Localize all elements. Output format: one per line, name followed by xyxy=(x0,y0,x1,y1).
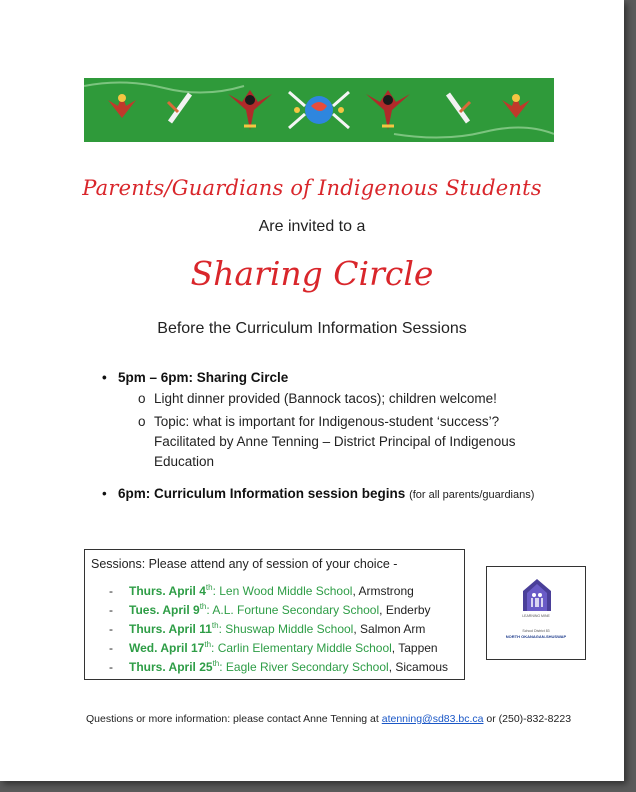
session-school: Eagle River Secondary School xyxy=(225,660,389,674)
session-row: - Tues. April 9th: A.L. Fortune Secondary School, Enderby xyxy=(109,602,431,617)
logo-district-number: School District 83 xyxy=(522,629,550,633)
sessions-box xyxy=(84,549,465,680)
session-town: Tappen xyxy=(398,641,438,655)
bullet-icon: • xyxy=(102,486,107,501)
session-day-suffix: th xyxy=(212,659,220,668)
invited-text: Are invited to a xyxy=(258,218,366,235)
banner-artwork xyxy=(84,78,554,142)
agenda-item-label: 6pm: Curriculum Information session begins xyxy=(118,486,406,501)
subitem-text-line2: Facilitated by Anne Tenning – District Principal of Indigenous xyxy=(154,434,516,449)
subitem-text: Topic: what is important for Indigenous-student ‘success’? xyxy=(154,414,500,429)
logo-district-name: NORTH OKANAGAN-SHUSWAP xyxy=(505,634,567,639)
session-town: Enderby xyxy=(385,603,431,617)
event-title: Sharing Circle xyxy=(190,254,434,293)
subitem-text: Light dinner provided (Bannock tacos); children welcome! xyxy=(154,391,497,406)
session-town: Sicamous xyxy=(395,660,449,674)
session-school: Shuswap Middle School xyxy=(225,622,354,636)
session-day: Thurs. April 4 xyxy=(129,584,206,598)
school-house-icon xyxy=(487,567,587,617)
footer-contact xyxy=(86,713,571,725)
school-district-logo xyxy=(486,566,586,660)
agenda-subitem-topic xyxy=(138,412,558,472)
sessions-title: Sessions: Please attend any of session of your choice - xyxy=(91,557,398,571)
session-day: Tues. April 9 xyxy=(129,603,200,617)
logo-tagline: LEARNING MINE xyxy=(522,614,550,618)
session-town: Armstrong xyxy=(358,584,414,598)
session-day: Thurs. April 25 xyxy=(129,660,213,674)
session-day-suffix: th xyxy=(205,583,213,592)
footer-prefix: Questions or more information: please contact Anne Tenning at xyxy=(86,713,379,725)
session-day-suffix: th xyxy=(211,621,219,630)
indigenous-art-banner xyxy=(84,78,554,142)
session-row: - Thurs. April 4th: Len Wood Middle School, Armstrong xyxy=(109,583,414,598)
session-day-suffix: th xyxy=(204,640,212,649)
agenda-item-curriculum-session xyxy=(102,486,534,501)
circle-bullet-icon: o xyxy=(138,414,146,429)
bullet-icon: • xyxy=(102,370,107,385)
circle-bullet-icon: o xyxy=(138,391,146,406)
session-school: A.L. Fortune Secondary School xyxy=(212,603,380,617)
session-day: Wed. April 17 xyxy=(129,641,205,655)
subitem-text-line3: Education xyxy=(154,454,215,469)
agenda-subitem-dinner xyxy=(138,389,558,409)
heading-parents-guardians: Parents/Guardians of Indigenous Students xyxy=(82,176,542,200)
agenda-item-note: (for all parents/guardians) xyxy=(409,489,535,501)
session-school: Len Wood Middle School xyxy=(219,584,353,598)
session-row: - Thurs. April 11th: Shuswap Middle School, Salmon Arm xyxy=(109,621,426,636)
agenda-item-label: 5pm – 6pm: Sharing Circle xyxy=(118,370,289,385)
contact-email-link[interactable]: atenning@sd83.bc.ca xyxy=(381,713,484,725)
session-row: - Wed. April 17th: Carlin Elementary Middle School, Tappen xyxy=(109,640,438,655)
session-town: Salmon Arm xyxy=(360,622,426,636)
session-school: Carlin Elementary Middle School xyxy=(217,641,392,655)
before-sessions-text: Before the Curriculum Information Sessions xyxy=(157,320,467,337)
session-row: - Thurs. April 25th: Eagle River Secondary School, Sicamous xyxy=(109,659,449,674)
footer-suffix: or (250)-832-8223 xyxy=(486,713,572,725)
session-day-suffix: th xyxy=(199,602,207,611)
agenda-item-sharing-circle xyxy=(102,370,288,385)
session-day: Thurs. April 11 xyxy=(129,622,212,636)
